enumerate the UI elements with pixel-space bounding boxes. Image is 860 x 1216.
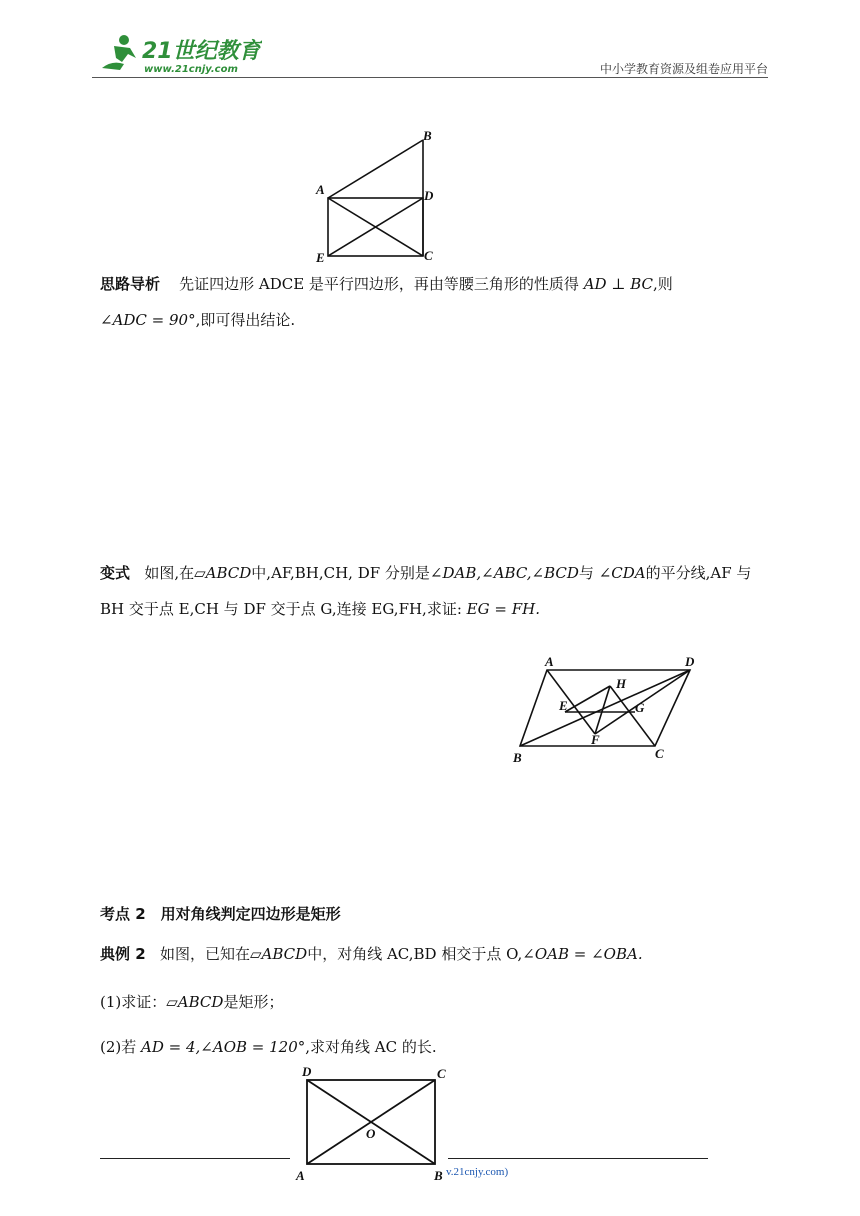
variant-math-1: ▱ABCD [194,564,252,582]
fig3-label-b: B [434,1168,443,1183]
header-platform-text: 中小学教育资源及组卷应用平台 [599,62,768,76]
fig2-label-d: D [685,654,695,669]
q2-text-2: ,求对角线 AC 的长. [305,1038,437,1056]
fig2-label-h: H [616,676,627,691]
example-paragraph [100,936,765,972]
hint-title: 思路导析 [100,275,161,293]
fig1-label-a: A [316,182,325,197]
fig3-label-c: C [437,1066,446,1081]
fig2-label-a: A [545,654,554,669]
variant-math-3: ∠CDA [598,564,646,582]
fig2-label-c: C [655,746,664,761]
variant-text-4: 的平分线,AF 与 BH 交于点 E,CH 与 DF 交于点 G,连接 EG,FH,求证: [100,564,752,618]
fig1-label-b: B [423,128,432,143]
fig1-label-e: E [316,250,325,263]
q1-math: ▱ABCD [166,993,224,1011]
footer-line-left [100,1158,290,1159]
hint-math-2: ∠ADC = 90° [100,311,196,329]
site-logo [92,30,262,76]
figure-2-diagram [505,650,725,768]
fig3-label-d: D [302,1064,312,1079]
hint-math-1: AD ⊥ BC [583,275,653,293]
example-math-2: ∠OAB = ∠OBA. [522,945,643,963]
fig3-label-o: O [366,1126,376,1141]
variant-math-2: ∠DAB,∠ABC,∠BCD [429,564,579,582]
variant-text-2: 中,AF,BH,CH, DF 分别是 [251,564,430,582]
fig2-label-f: F [591,732,600,747]
fig1-label-c: C [424,248,433,263]
hint-text-3: ,即可得出结论. [195,311,296,329]
example-text-1: 如图，已知在 [159,945,250,963]
question-1 [100,984,765,1020]
question-2 [100,1029,765,1065]
q2-math: AD = 4,∠AOB = 120° [141,1038,306,1056]
footer-line-right [448,1158,708,1159]
variant-math-4: EG = FH. [466,600,540,618]
fig2-label-g: G [635,700,645,715]
footer-url[interactable]: v.21cnjy.com) [446,1166,509,1178]
hint-text-2: ,则 [652,275,673,293]
variant-text-3: 与 [578,564,594,582]
section-title: 考点 2 用对角线判定四边形是矩形 [100,905,341,923]
fig3-label-a: A [296,1168,305,1183]
variant-title: 变式 [100,564,131,582]
variant-paragraph [100,555,765,627]
fig2-label-b: B [513,750,522,765]
example-text-2: 中，对角线 AC,BD 相交于点 O, [307,945,523,963]
q1-text: (1)求证： [100,993,167,1011]
variant-text-1: 如图,在 [144,564,195,582]
logo-url: www.21cnjy.com [144,64,238,75]
q1-text-2: 是矩形； [223,993,284,1011]
figure-1-diagram [310,128,440,263]
example-math-1: ▱ABCD [250,945,308,963]
hint-text-1: 先证四边形 ADCE 是平行四边形，再由等腰三角形的性质得 [179,275,579,293]
q2-text: (2)若 [100,1038,137,1056]
hint-paragraph [100,266,765,338]
header-divider [92,77,768,78]
example-title: 典例 2 [100,945,146,963]
figure-3-diagram [290,1062,460,1186]
fig1-label-d: D [424,188,434,203]
logo-text: 21世纪教育 [142,39,261,64]
fig2-label-e: E [559,698,568,713]
